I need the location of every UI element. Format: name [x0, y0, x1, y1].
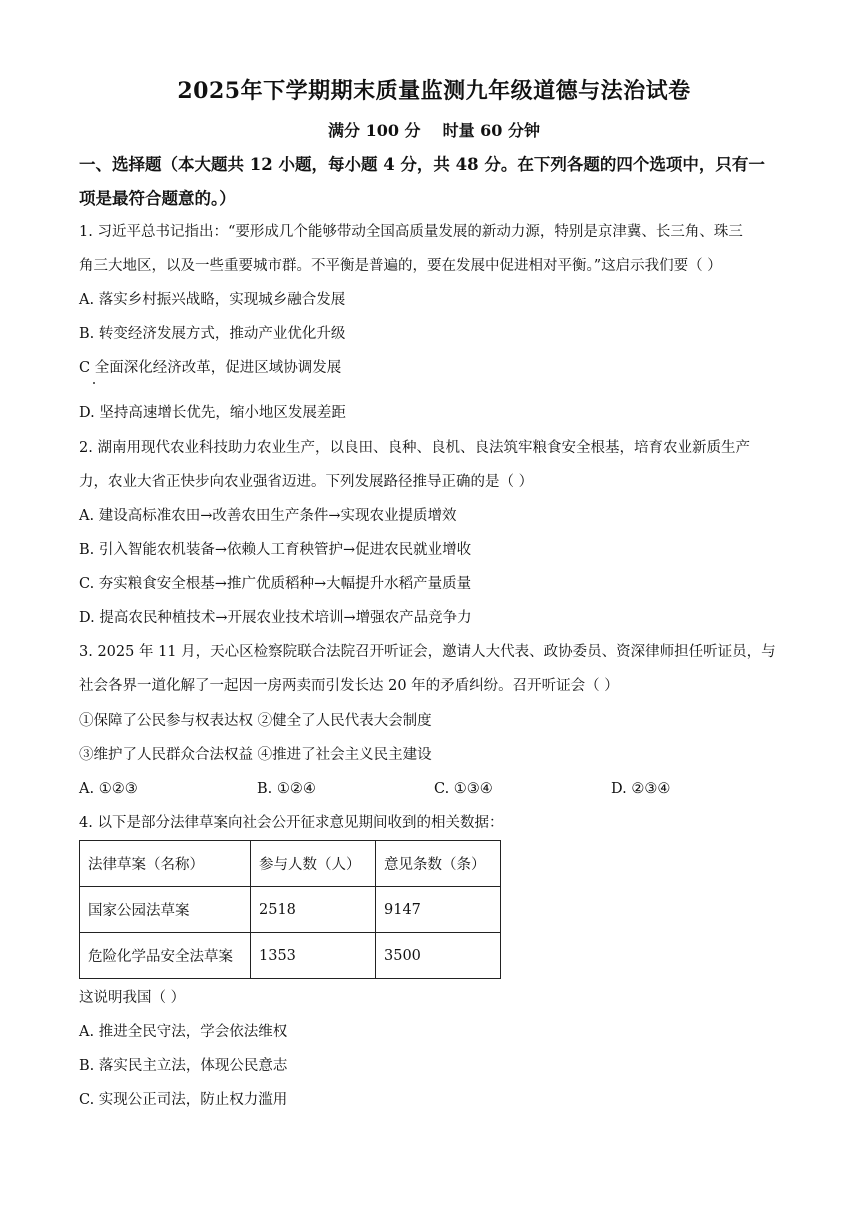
q1-option-a: A. 落实乡村振兴战略，实现城乡融合发展 [79, 292, 346, 308]
table-cell: 9147 [376, 887, 501, 933]
q3-option-c: C. ①③④ [434, 781, 493, 797]
stray-dot-mark [93, 382, 95, 384]
q4-stem: 4. 以下是部分法律草案向社会公开征求意见期间收到的相关数据： [79, 815, 504, 831]
q2-option-d: D. 提高农民种植技术→开展农业技术培训→增强农产品竞争力 [79, 610, 472, 626]
q2-stem-line2: 力，农业大省正快步向农业强省迈进。下列发展路径推导正确的是（ ） [79, 474, 534, 490]
table-cell: 国家公园法草案 [80, 887, 251, 933]
q4-question: 这说明我国（ ） [79, 990, 186, 1006]
law-draft-table [79, 840, 501, 979]
q4-option-a: A. 推进全民守法，学会依法维权 [79, 1024, 288, 1040]
table-row [80, 933, 501, 979]
exam-subtitle [0, 118, 868, 141]
q3-option-b: B. ①②④ [257, 781, 316, 797]
q1-stem-line1: 1. 习近平总书记指出：“要形成几个能够带动全国高质量发展的新动力源，特别是京津冀、长三角、珠三 [79, 224, 743, 240]
q4-option-c: C. 实现公正司法，防止权力滥用 [79, 1092, 288, 1108]
q3-option-d: D. ②③④ [611, 781, 671, 797]
q3-statements-line2: ③维护了人民群众合法权益 ④推进了社会主义民主建设 [79, 747, 432, 763]
table-cell: 3500 [376, 933, 501, 979]
table-header-cell: 意见条数（条） [376, 841, 501, 887]
exam-title: 2025年下学期期末质量监测九年级道德与法治试卷 [177, 78, 691, 104]
table-cell: 2518 [251, 887, 376, 933]
section-heading [79, 148, 799, 216]
table-header-cell: 参与人数（人） [251, 841, 376, 887]
q2-stem-line1: 2. 湖南用现代农业科技助力农业生产，以良田、良种、良机、良法筑牢粮食安全根基，培育农业新质生产 [79, 440, 750, 456]
q3-option-a: A. ①②③ [79, 781, 138, 797]
section-heading-line1: 一、选择题（本大题共 12 小题，每小题 4 分，共 48 分。在下列各题的四个选项中，只有一 [79, 155, 765, 174]
table-header-row [80, 841, 501, 887]
q3-stem-line1: 3. 2025 年 11 月，天心区检察院联合法院召开听证会，邀请人大代表、政协委员、资深律师担任听证员，与 [79, 644, 776, 660]
section-heading-line2: 项是最符合题意的。） [79, 189, 236, 208]
q3-statements-line1: ①保障了公民参与权表达权 ②健全了人民代表大会制度 [79, 713, 432, 729]
q1-option-b: B. 转变经济发展方式，推动产业优化升级 [79, 326, 346, 342]
q2-option-c: C. 夯实粮食安全根基→推广优质稻种→大幅提升水稻产量质量 [79, 576, 472, 592]
q4-option-b: B. 落实民主立法，体现公民意志 [79, 1058, 288, 1074]
q3-stem-line2: 社会各界一道化解了一起因一房两卖而引发长达 20 年的矛盾纠纷。召开听证会（ ） [79, 678, 619, 694]
q1-option-d: D. 坚持高速增长优先，缩小地区发展差距 [79, 405, 346, 421]
q1-option-c: C 全面深化经济改革，促进区域协调发展 [79, 360, 342, 376]
table-row [80, 887, 501, 933]
time-limit-text: 时量 60 分钟 [442, 121, 540, 140]
q1-stem-line2: 角三大地区，以及一些重要城市群。不平衡是普遍的，要在发展中促进相对平衡。”这启示我们要（ ） [79, 258, 722, 274]
q2-option-a: A. 建设高标准农田→改善农田生产条件→实现农业提质增效 [79, 508, 457, 524]
table-cell: 危险化学品安全法草案 [80, 933, 251, 979]
full-score-text: 满分 100 分 [328, 121, 421, 140]
table-header-cell: 法律草案（名称） [80, 841, 251, 887]
q2-option-b: B. 引入智能农机装备→依赖人工育秧管护→促进农民就业增收 [79, 542, 472, 558]
table-cell: 1353 [251, 933, 376, 979]
